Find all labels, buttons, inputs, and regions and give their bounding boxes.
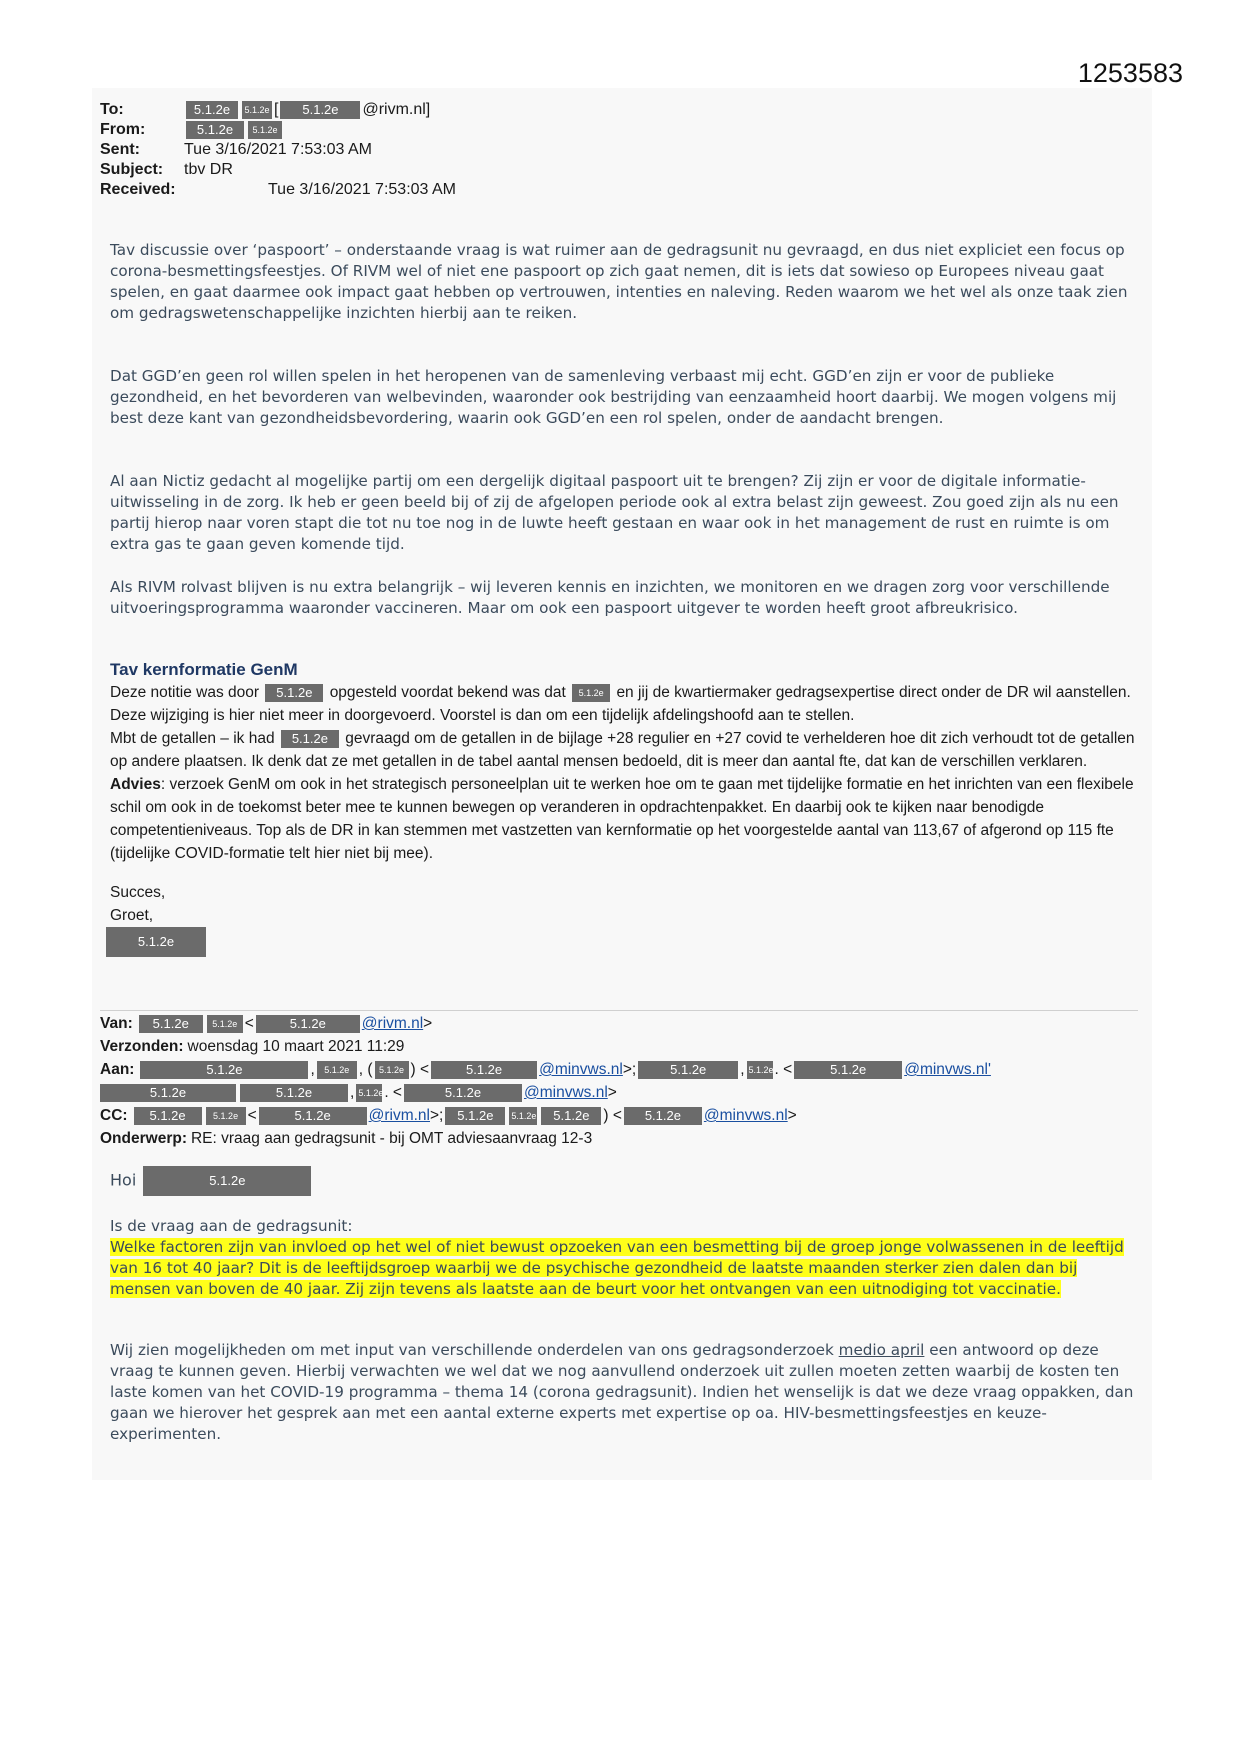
closing-groet: Groet, bbox=[110, 907, 154, 924]
redaction: 5.1.2e bbox=[404, 1084, 522, 1102]
reply-paragraph: Wij zien mogelijkheden om met input van verschillende onderdelen van ons gedragsonderzoek medio april een antwoord op deze vraag te kunnen geven. Hierbij verwachten we wel dat we nog aanvullend onderzoek uit zullen moeten zetten waarbij de kosten ten laste komen van het COVID-19 programma – thema 14 (corona gedragsunit). Indien het wenselijk is dat we deze vraag oppakken, dan gaan we hierover het gesprek aan met een aantal externe experts met expertise op oa. HIV-besmettingsfeestjes en keuze-experimenten. bbox=[110, 1341, 1134, 1443]
reply-greeting: Hoi 5.1.2e bbox=[110, 1166, 1138, 1196]
kern-paragraph-1: Deze notitie was door 5.1.2e opgesteld voordat bekend was dat 5.1.2e en jij de kwartiermaker gedragsexpertise direct onder de DR wil aanstellen. Deze wijziging is hier niet meer in doorgevoerd. Voorstel is dan om een tijdelijk afdelingshoofd aan te stellen. bbox=[110, 684, 1131, 724]
to-row: To: 5.1.2e 5.1.2e [ 5.1.2e @rivm.nl] bbox=[100, 101, 431, 118]
email-link[interactable]: @minvws.nl bbox=[703, 1107, 788, 1124]
redaction: 5.1.2e bbox=[624, 1107, 702, 1125]
closing-succes: Succes, bbox=[110, 884, 166, 901]
email-link[interactable]: @rivm.nl bbox=[361, 1015, 424, 1032]
reply-intro: Is de vraag aan de gedragsunit: bbox=[110, 1217, 353, 1235]
email-header bbox=[100, 100, 456, 200]
redaction: 5.1.2e bbox=[207, 1015, 243, 1033]
subject-value: tbv DR bbox=[184, 161, 233, 178]
redaction: 5.1.2e bbox=[317, 1061, 357, 1079]
body-paragraph-4: Als RIVM rolvast blijven is nu extra belangrijk – wij leveren kennis en inzichten, we monitoren en we dragen zorg voor verschillende uitvoeringsprogramma waaronder vaccineren. Maar om ook een paspoort uitgever te worden heeft groot afbreukrisico. bbox=[110, 578, 1110, 617]
email-link[interactable]: @rivm.nl bbox=[368, 1107, 430, 1124]
sent-value: Tue 3/16/2021 7:53:03 AM bbox=[184, 141, 372, 158]
to-label: To: bbox=[100, 101, 124, 118]
body-paragraph-3: Al aan Nictiz gedacht al mogelijke partij om een dergelijk digitaal paspoort uit te brengen? Zij zijn er voor de digitale informatie-uitwisseling in de zorg. Ik heb er geen beeld bij of zij de afgelopen periode ook al extra belast zijn geweest. Zou goed zijn als nu een partij hierop naar voren stapt die tot nu toe nog in de luwte heeft gestaan en waar ook in het management de rust en ruimte is om extra gas te gaan geven komende tijd. bbox=[110, 472, 1119, 553]
forwarded-header bbox=[100, 1012, 1150, 1150]
aan-row-continued: 5.1.2e 5.1.2e , 5.1.2e . < 5.1.2e @minvws.nl > bbox=[100, 1081, 1150, 1104]
redaction: 5.1.2e bbox=[134, 1107, 202, 1125]
onderwerp-value: RE: vraag aan gedragsunit - bij OMT adviesaanvraag 12-3 bbox=[190, 1130, 593, 1147]
redaction: 5.1.2e bbox=[186, 121, 244, 139]
redaction: 5.1.2e bbox=[431, 1061, 537, 1079]
from-label: From: bbox=[100, 121, 146, 138]
cc-label: CC: bbox=[100, 1107, 128, 1124]
redaction: 5.1.2e bbox=[143, 1166, 311, 1196]
redaction: 5.1.2e bbox=[186, 101, 238, 119]
advies-paragraph: Advies: verzoek GenM om ook in het strategisch personeelplan uit te werken hoe om te gaan met tijdelijke formatie en het inrichten van een flexibele schil om ook in de toekomst beter mee te kunnen bewegen op veranderen in opdrachtenpakket. En daarbij ook te kijken naar benodigde competentieniveaus. Top als de DR in kan stemmen met vastzetten van kernformatie op het voorgestelde aantal van 113,67 of afgerond op 115 fte (tijdelijke COVID-formatie telt hier niet bij mee). bbox=[110, 776, 1134, 862]
onderwerp-label: Onderwerp: bbox=[100, 1130, 187, 1147]
redaction: 5.1.2e bbox=[140, 1061, 308, 1079]
redaction: 5.1.2e bbox=[281, 730, 339, 748]
verzonden-row bbox=[100, 1035, 1150, 1058]
received-label: Received: bbox=[100, 181, 176, 198]
redaction: 5.1.2e bbox=[638, 1061, 738, 1079]
redaction: 5.1.2e bbox=[509, 1107, 537, 1125]
kern-paragraph-2: Mbt de getallen – ik had 5.1.2e gevraagd om de getallen in de bijlage +28 regulier en +27 covid te verhelderen hoe dit zich verhoudt tot de getallen op andere plaatsen. Ik denk dat ze met getallen in de tabel aantal mensen bedoeld, dit is meer dan aantal fte, dat kan de verschillen verklaren. bbox=[110, 730, 1135, 770]
aan-row: Aan: 5.1.2e , 5.1.2e , ( 5.1.2e ) < 5.1.2e @minvws.nl >; 5.1.2e , 5.1.2e . < 5.1.2e @minvws.nl' bbox=[100, 1058, 1150, 1081]
redaction: 5.1.2e bbox=[356, 1084, 382, 1102]
reply-question bbox=[110, 1216, 1138, 1300]
cc-row: CC: 5.1.2e 5.1.2e < 5.1.2e @rivm.nl >; 5.1.2e 5.1.2e 5.1.2e ) < 5.1.2e @minvws.nl > bbox=[100, 1104, 1150, 1127]
redaction: 5.1.2e bbox=[248, 121, 282, 139]
redaction: 5.1.2e bbox=[572, 684, 610, 702]
separator-line bbox=[100, 1010, 1138, 1011]
redaction: 5.1.2e bbox=[541, 1107, 601, 1125]
email-link[interactable]: @minvws.nl bbox=[523, 1084, 608, 1101]
kernformatie-section bbox=[110, 658, 1140, 957]
van-label: Van: bbox=[100, 1015, 133, 1032]
verzonden-value: woensdag 10 maart 2021 11:29 bbox=[187, 1038, 405, 1055]
redaction: 5.1.2e bbox=[240, 1084, 348, 1102]
redaction: 5.1.2e bbox=[139, 1015, 203, 1033]
sent-row bbox=[100, 140, 456, 160]
subject-label: Subject: bbox=[100, 161, 164, 178]
from-row bbox=[100, 120, 456, 140]
verzonden-label: Verzonden: bbox=[100, 1038, 184, 1055]
redaction: 5.1.2e bbox=[242, 101, 272, 119]
redaction: 5.1.2e bbox=[100, 1084, 236, 1102]
aan-label: Aan: bbox=[100, 1061, 135, 1078]
redaction: 5.1.2e bbox=[265, 684, 323, 702]
received-row bbox=[100, 180, 456, 200]
email-link[interactable]: @minvws.nl bbox=[539, 1061, 623, 1078]
body-paragraph-2: Dat GGD’en geen rol willen spelen in het heropenen van de samenleving verbaast mij echt. GGD’en zijn er voor de publieke gezondheid, en het bevorderen van welbevinden, waaronder ook bestrijding van eenzaamheid hoort daarbij. We mogen volgens mij best deze kant van gezondheidsbevordering, waarin ook GGD’en een rol spelen, onder de aandacht brengen. bbox=[110, 367, 1117, 427]
redaction: 5.1.2e bbox=[259, 1107, 367, 1125]
to-domain: @rivm.nl] bbox=[362, 101, 431, 118]
redaction: 5.1.2e bbox=[256, 1015, 360, 1033]
redaction: 5.1.2e bbox=[375, 1061, 409, 1079]
redaction: 5.1.2e bbox=[206, 1107, 246, 1125]
redaction: 5.1.2e bbox=[794, 1061, 902, 1079]
document-id: 1253583 bbox=[1077, 58, 1183, 88]
highlighted-question: Welke factoren zijn van invloed op het wel of niet bewust opzoeken van een besmetting bij de groep jonge volwassenen in de leeftijd van 16 tot 40 jaar? Dit is de leeftijdsgroep waarbij we de psychische gezondheid de laatste maanden sterker zien dalen dan bij mensen van boven de 40 jaar. Zij zijn tevens als laatste aan de beurt voor het ontvangen van een uitnodiging tot vaccinatie. bbox=[110, 1238, 1124, 1298]
body-paragraph-1: Tav discussie over ‘paspoort’ – onderstaande vraag is wat ruimer aan de gedragsunit nu gevraagd, en dus niet expliciet een focus op corona-besmettingsfeestjes. Of RIVM wel of niet ene paspoort op zich gaat nemen, dit is iets dat sowieso op Europees niveau gaat spelen, en gaat daarmee ook impact gaat hebben op vertrouwen, intenties en naleving. Reden waarom we het wel als onze taak zien om gedragswetenschappelijke inzichten hierbij aan te reiken. bbox=[110, 241, 1128, 322]
received-value: Tue 3/16/2021 7:53:03 AM bbox=[268, 181, 456, 198]
redaction: 5.1.2e bbox=[445, 1107, 505, 1125]
onderwerp-row bbox=[100, 1127, 1150, 1150]
redaction: 5.1.2e bbox=[280, 101, 360, 119]
redaction: 5.1.2e bbox=[747, 1061, 773, 1079]
sent-label: Sent: bbox=[100, 141, 140, 158]
signature-redaction: 5.1.2e bbox=[106, 927, 206, 957]
advies-label: Advies bbox=[110, 776, 161, 793]
section-heading: Tav kernformatie GenM bbox=[110, 660, 298, 679]
van-row: Van: 5.1.2e 5.1.2e < 5.1.2e @rivm.nl > bbox=[100, 1012, 1150, 1035]
email-link[interactable]: @minvws.nl' bbox=[904, 1061, 991, 1078]
medio-april-link: medio april bbox=[838, 1341, 925, 1359]
subject-row bbox=[100, 160, 456, 180]
